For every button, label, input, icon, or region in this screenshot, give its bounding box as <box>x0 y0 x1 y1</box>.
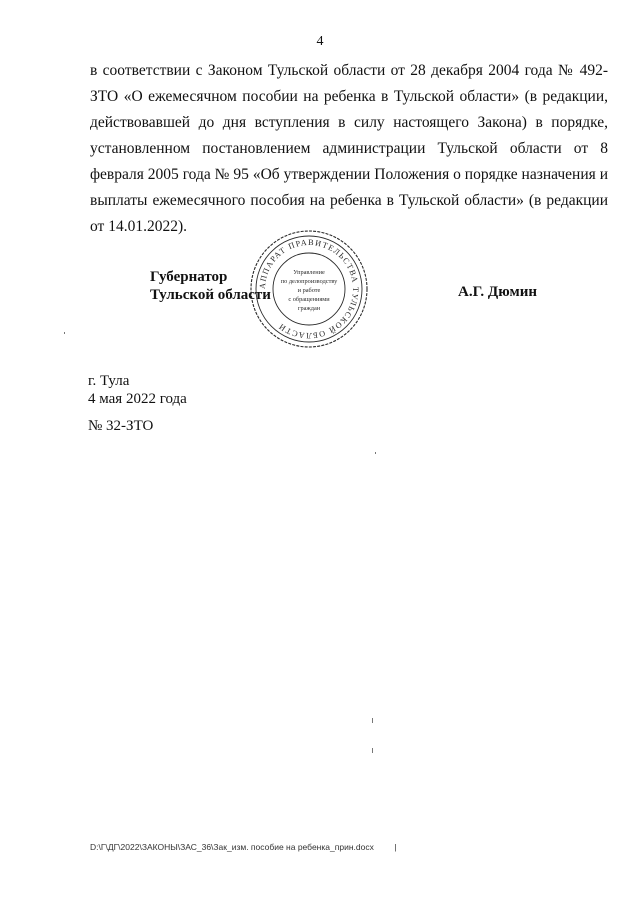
footer-file-path: D:\Г\ДГ\2022\ЗАКОНЫ\ЗАС_36\Зак_изм. пособие на ребенка_прин.docx | <box>90 842 397 852</box>
body-paragraph: в соответствии с Законом Тульской области от 28 декабря 2004 года № 492-ЗТО «О ежемесячном пособии на ребенка в Тульской области» (в редакции, действовавшей до дня вступления в силу настоящего Закона) в порядке, установленном постановлением администрации Тульской области от 8 февраля 2005 года № 95 «Об утверждении Положения о порядке назначения и выплаты ежемесячного пособия на ребенка в Тульской области» (в редакции от 14.01.2022). <box>90 62 608 235</box>
svg-text:Управление: Управление <box>293 269 325 276</box>
signatory-title-line-2: Тульской области <box>150 287 271 303</box>
law-number: № 32-ЗТО <box>88 418 154 434</box>
svg-text:с обращениями: с обращениями <box>288 296 330 303</box>
page-number: 4 <box>316 34 324 49</box>
scan-speck <box>372 748 373 753</box>
scan-speck <box>64 332 65 334</box>
svg-text:граждан: граждан <box>297 305 321 312</box>
official-seal-stamp <box>248 228 370 350</box>
place-and-date <box>88 372 187 408</box>
date: 4 мая 2022 года <box>88 391 187 407</box>
signatory-name: А.Г. Дюмин <box>458 284 538 300</box>
body-text <box>90 58 608 240</box>
svg-text:и работе: и работе <box>297 287 321 294</box>
svg-text:АППАРАТ ПРАВИТЕЛЬСТВА ТУЛЬСКОЙ: АППАРАТ ПРАВИТЕЛЬСТВА ТУЛЬСКОЙ ОБЛАСТИ <box>257 237 361 341</box>
svg-text:по делопроизводству: по делопроизводству <box>280 278 338 285</box>
place: г. Тула <box>88 373 130 389</box>
footer-path-text: D:\Г\ДГ\2022\ЗАКОНЫ\ЗАС_36\Зак_изм. пособие на ребенка_прин.docx <box>90 842 374 852</box>
signatory-title-line-1: Губернатор <box>150 269 228 285</box>
scan-speck <box>375 452 376 454</box>
scan-speck <box>372 718 373 723</box>
